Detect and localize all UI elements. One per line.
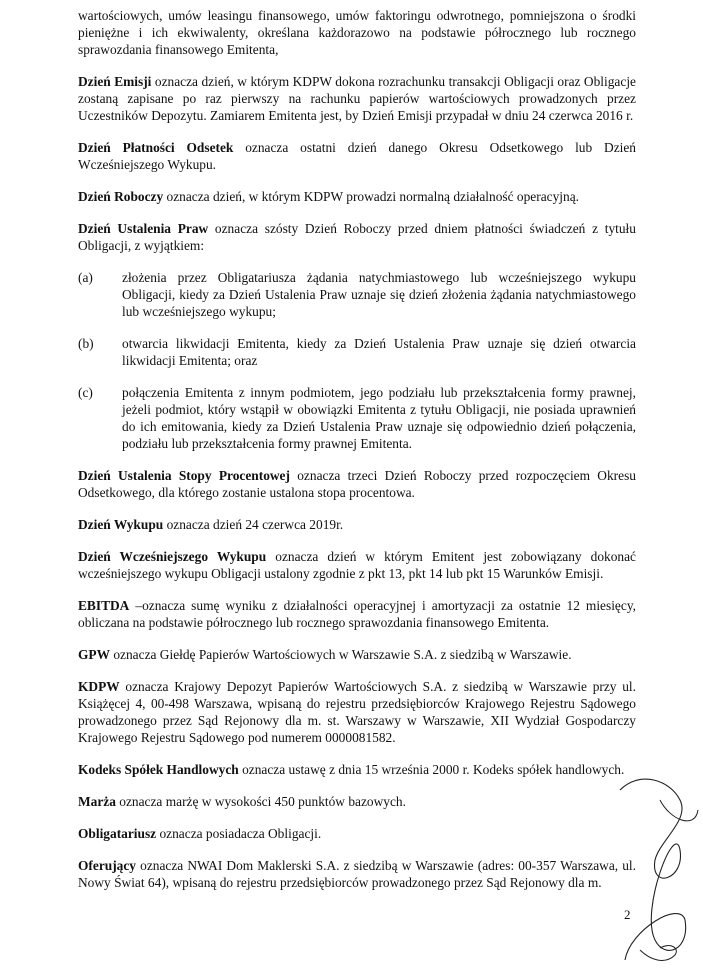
- exception-item: [78, 335, 636, 369]
- definition-term: EBITDA: [78, 598, 130, 613]
- definition-term: Dzień Wykupu: [78, 517, 164, 532]
- definition-term: Marża: [78, 794, 116, 809]
- definition-text: oznacza Giełdę Papierów Wartościowych w Warszawie S.A. z siedzibą w Warszawie.: [110, 647, 572, 662]
- definition-paragraph: [78, 516, 636, 533]
- definition-term: Kodeks Spółek Handlowych: [78, 762, 239, 777]
- definition-paragraph: [78, 857, 636, 891]
- exception-text: złożenia przez Obligatariusza żądania natychmiastowego lub wcześniejszego wykupu Obligacji, kiedy za Dzień Ustalenia Praw uznaje się dzień złożenia żądania natychmiastowego lub wcześniejszego wykupu;: [122, 270, 636, 319]
- definition-text: oznacza dzień 24 czerwca 2019r.: [163, 517, 344, 532]
- definition-text: oznacza posiadacza Obligacji.: [156, 826, 322, 841]
- exception-item: [78, 269, 636, 320]
- definition-paragraph: [78, 825, 636, 842]
- definition-paragraph: [78, 139, 636, 173]
- definition-paragraph: [78, 188, 636, 205]
- definition-text: oznacza dzień, w którym KDPW dokona rozrachunku transakcji Obligacji oraz Obligacje zostaną zapisane po raz pierwszy na rachunku papierów wartościowych prowadzonych przez Uczestników Depozytu. Zamiarem Emitenta jest, by Dzień Emisji przypadał w dniu 24 czerwca 2016 r.: [78, 74, 636, 123]
- definition-text: oznacza ostatni dzień danego Okresu Odsetkowego lub Dzień Wcześniejszego Wykupu.: [78, 140, 637, 172]
- exception-marker: (c): [78, 385, 93, 400]
- definition-term: Dzień Emisji: [78, 74, 152, 89]
- definition-text: oznacza szósty Dzień Roboczy przed dniem płatności świadczeń z tytułu Obligacji, z wyjątkiem:: [78, 221, 636, 253]
- definition-text: oznacza dzień w którym Emitent jest zobowiązany dokonać wcześniejszego wykupu Obligacji ustalony zgodnie z pkt 13, pkt 14 lub pkt 15 Warunków Emisji.: [78, 549, 636, 581]
- definition-paragraph: [78, 73, 636, 124]
- intro-paragraph: wartościowych, umów leasingu finansowego, umów faktoringu odwrotnego, pomniejszona o środki pieniężne i ich ekwiwalenty, określana każdorazowo na podstawie półrocznego lub rocznego sprawozdania finansowego Emitenta,: [78, 8, 636, 57]
- definition-paragraph: [78, 220, 636, 254]
- definition-term: Obligatariusz: [78, 826, 157, 841]
- definition-paragraph: [78, 597, 636, 631]
- definition-text: oznacza trzeci Dzień Roboczy przed rozpoczęciem Okresu Odsetkowego, dla którego zostanie ustalona stopa procentowa.: [78, 468, 636, 500]
- definition-text: oznacza ustawę z dnia 15 września 2000 r. Kodeks spółek handlowych.: [238, 762, 625, 777]
- definition-paragraph: [78, 761, 636, 778]
- definition-term: Dzień Roboczy: [78, 189, 164, 204]
- definition-term: Dzień Ustalenia Stopy Procentowej: [78, 468, 290, 483]
- definitions-list: [78, 73, 636, 254]
- definition-term: Dzień Płatności Odsetek: [78, 140, 234, 155]
- definition-text: oznacza NWAI Dom Maklerski S.A. z siedzibą w Warszawie (adres: 00-357 Warszawa, ul. Nowy Świat 64), wpisaną do rejestru przedsiębiorców prowadzonego przez Sąd Rejonowy dla m.: [78, 858, 636, 890]
- definition-paragraph: [78, 678, 636, 746]
- exception-marker: (a): [78, 270, 93, 285]
- definition-paragraph: [78, 793, 636, 810]
- definition-paragraph: [78, 467, 636, 501]
- definition-term: GPW: [78, 647, 110, 662]
- exception-text: połączenia Emitenta z innym podmiotem, jego podziału lub przekształcenia formy prawnej, jeżeli podmiot, który wstąpił w obowiązki Emitenta z tytułu Obligacji, nie posiada uprawnień do ich emitowania, kiedy za Dzień Ustalenia Praw uznaje się odpowiednio dzień połączenia, podziału lub przekształcenia formy prawnej Emitenta.: [122, 385, 636, 451]
- exceptions-list: [78, 269, 636, 452]
- definitions-list-2: [78, 467, 636, 891]
- exception-marker: (b): [78, 336, 94, 351]
- exception-text: otwarcia likwidacji Emitenta, kiedy za Dzień Ustalenia Praw uznaje się dzień otwarcia likwidacji Emitenta; oraz: [122, 336, 636, 368]
- definition-text: oznacza dzień, w którym KDPW prowadzi normalną działalność operacyjną.: [163, 189, 579, 204]
- page-number: 2: [624, 907, 631, 922]
- definition-term: Dzień Ustalenia Praw: [78, 221, 209, 236]
- definition-term: KDPW: [78, 679, 120, 694]
- document-page: [78, 7, 636, 906]
- definition-paragraph: [78, 548, 636, 582]
- definition-text: –oznacza sumę wyniku z działalności operacyjnej i amortyzacji za ostatnie 12 miesięcy, obliczana na podstawie półrocznego lub rocznego sprawozdania finansowego Emitenta.: [78, 598, 636, 630]
- definition-paragraph: [78, 646, 636, 663]
- definition-term: Dzień Wcześniejszego Wykupu: [78, 549, 267, 564]
- handwritten-signature: [600, 760, 703, 975]
- exception-item: [78, 384, 636, 452]
- definition-text: oznacza marżę w wysokości 450 punktów bazowych.: [115, 794, 406, 809]
- definition-text: oznacza Krajowy Depozyt Papierów Wartościowych S.A. z siedzibą w Warszawie przy ul. Książęcej 4, 00-498 Warszawa, wpisaną do rejestru przedsiębiorców Krajowego Rejestru Sądowego prowadzonego przez Sąd Rejonowy dla m. st. Warszawy w Warszawie, XII Wydział Gospodarczy Krajowego Rejestru Sądowego pod numerem 0000081582.: [78, 679, 636, 745]
- definition-term: Oferujący: [78, 858, 137, 873]
